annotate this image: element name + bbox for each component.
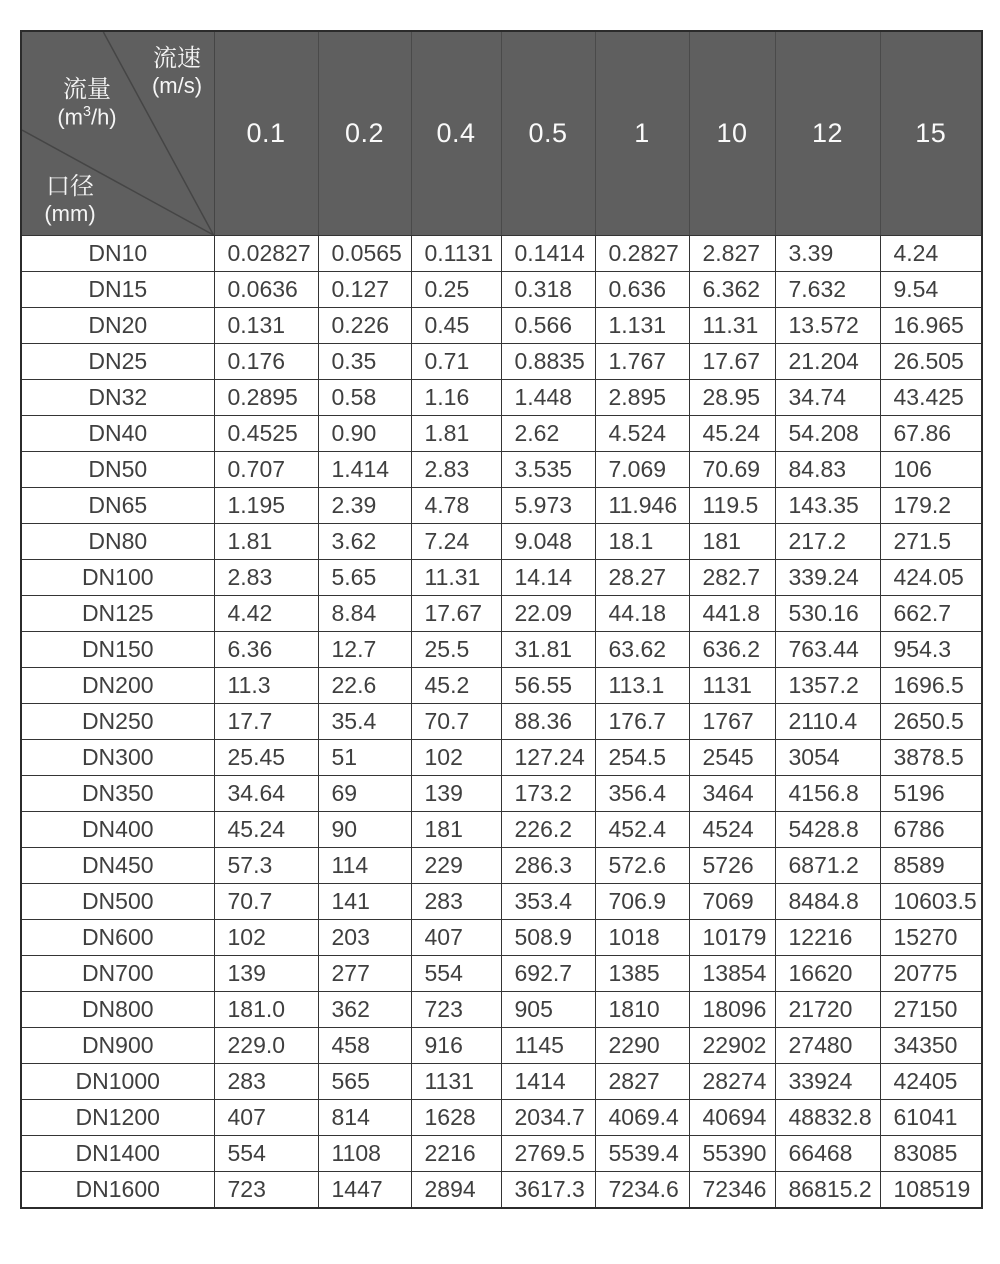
diameter-row-header: DN32 [21,380,214,416]
flow-value-cell: 4524 [689,812,775,848]
flow-value-cell: 814 [318,1100,411,1136]
table-row [21,560,982,596]
flow-value-cell: 139 [411,776,501,812]
flow-value-cell: 45.24 [689,416,775,452]
flow-value-cell: 0.0636 [214,272,318,308]
diameter-row-header: DN65 [21,488,214,524]
flow-value-cell: 2650.5 [880,704,982,740]
flow-value-cell: 0.8835 [501,344,595,380]
table-row [21,740,982,776]
flow-value-cell: 458 [318,1028,411,1064]
table-row [21,524,982,560]
flow-value-cell: 4.524 [595,416,689,452]
flow-value-cell: 2290 [595,1028,689,1064]
flow-value-cell: 554 [214,1136,318,1172]
table-row [21,920,982,956]
table-row [21,776,982,812]
flow-value-cell: 33924 [775,1064,880,1100]
flow-value-cell: 1.414 [318,452,411,488]
flow-value-cell: 0.2827 [595,236,689,272]
flow-value-cell: 0.71 [411,344,501,380]
velocity-unit-text: (m/s) [151,72,203,98]
flow-value-cell: 17.67 [689,344,775,380]
flow-value-cell: 1108 [318,1136,411,1172]
flow-value-cell: 1.131 [595,308,689,344]
table-row [21,956,982,992]
diameter-row-header: DN800 [21,992,214,1028]
flow-value-cell: 2216 [411,1136,501,1172]
flow-value-cell: 1.81 [214,524,318,560]
flow-value-cell: 27150 [880,992,982,1028]
flow-value-cell: 407 [214,1100,318,1136]
flow-unit-text: $(m^3/h)$ [57,103,117,129]
flow-value-cell: 271.5 [880,524,982,560]
flow-value-cell: 54.208 [775,416,880,452]
flow-value-cell: 0.0565 [318,236,411,272]
flow-value-cell: 0.25 [411,272,501,308]
flow-value-cell: 181 [411,812,501,848]
flow-value-cell: 44.18 [595,596,689,632]
flow-value-cell: 13854 [689,956,775,992]
flow-value-cell: 176.7 [595,704,689,740]
flow-value-cell: 86815.2 [775,1172,880,1208]
flow-value-cell: 28274 [689,1064,775,1100]
flow-value-cell: 0.131 [214,308,318,344]
flow-value-cell: 34.74 [775,380,880,416]
flow-value-cell: 4.42 [214,596,318,632]
flow-value-cell: 83085 [880,1136,982,1172]
flow-value-cell: 3.535 [501,452,595,488]
flow-value-cell: 636.2 [689,632,775,668]
flow-value-cell: 229.0 [214,1028,318,1064]
flow-value-cell: 508.9 [501,920,595,956]
table-row [21,452,982,488]
flow-value-cell: 18096 [689,992,775,1028]
flow-value-cell: 0.1414 [501,236,595,272]
flow-value-cell: 2894 [411,1172,501,1208]
flow-value-cell: 2.83 [214,560,318,596]
diameter-row-header: DN25 [21,344,214,380]
flow-value-cell: 43.425 [880,380,982,416]
flow-value-cell: 0.127 [318,272,411,308]
flow-value-cell: 2.83 [411,452,501,488]
table-row [21,380,982,416]
flow-value-cell: 0.90 [318,416,411,452]
flow-value-cell: 17.67 [411,596,501,632]
table-row [21,1064,982,1100]
flow-value-cell: 173.2 [501,776,595,812]
flow-value-cell: 1.81 [411,416,501,452]
flow-value-cell: 35.4 [318,704,411,740]
flow-value-cell: 4.78 [411,488,501,524]
flow-value-cell: 72346 [689,1172,775,1208]
flow-value-cell: 5.65 [318,560,411,596]
table-row [21,704,982,740]
table-row [21,344,982,380]
flow-value-cell: 954.3 [880,632,982,668]
flow-value-cell: 16620 [775,956,880,992]
flow-value-cell: 11.3 [214,668,318,704]
flow-value-cell: 9.048 [501,524,595,560]
flow-value-cell: 0.45 [411,308,501,344]
flow-value-cell: 106 [880,452,982,488]
flow-value-cell: 8484.8 [775,884,880,920]
flow-value-cell: 217.2 [775,524,880,560]
flow-value-cell: 63.62 [595,632,689,668]
flow-value-cell: 4069.4 [595,1100,689,1136]
flow-value-cell: 0.707 [214,452,318,488]
flow-value-cell: 139 [214,956,318,992]
flow-value-cell: 282.7 [689,560,775,596]
table-row [21,308,982,344]
flow-value-cell: 70.7 [214,884,318,920]
flow-value-cell: 21.204 [775,344,880,380]
diameter-axis-label [28,173,112,226]
flow-value-cell: 2.827 [689,236,775,272]
flow-value-cell: 2110.4 [775,704,880,740]
flow-value-cell: 7069 [689,884,775,920]
diameter-row-header: DN40 [21,416,214,452]
flow-value-cell: 12216 [775,920,880,956]
flow-value-cell: 3464 [689,776,775,812]
flow-value-cell: 22902 [689,1028,775,1064]
table-row [21,1136,982,1172]
flow-value-cell: 88.36 [501,704,595,740]
flow-value-cell: 530.16 [775,596,880,632]
flow-value-cell: 763.44 [775,632,880,668]
table-row [21,668,982,704]
flow-value-cell: 0.1131 [411,236,501,272]
flow-value-cell: 0.35 [318,344,411,380]
flow-value-cell: 226.2 [501,812,595,848]
flow-value-cell: 283 [411,884,501,920]
flow-value-cell: 339.24 [775,560,880,596]
flow-value-cell: 1.16 [411,380,501,416]
flow-value-cell: 662.7 [880,596,982,632]
flow-value-cell: 20775 [880,956,982,992]
flow-value-cell: 1.448 [501,380,595,416]
flow-value-cell: 353.4 [501,884,595,920]
flow-value-cell: 14.14 [501,560,595,596]
flow-value-cell: 45.24 [214,812,318,848]
flow-value-cell: 0.318 [501,272,595,308]
diameter-row-header: DN200 [21,668,214,704]
flow-value-cell: 34.64 [214,776,318,812]
flow-value-cell: 3617.3 [501,1172,595,1208]
diameter-row-header: DN350 [21,776,214,812]
flow-value-cell: 2034.7 [501,1100,595,1136]
flow-value-cell: 1131 [689,668,775,704]
flow-value-cell: 565 [318,1064,411,1100]
table-row [21,632,982,668]
flow-value-cell: 45.2 [411,668,501,704]
flow-value-cell: 0.636 [595,272,689,308]
flow-value-cell: 203 [318,920,411,956]
flow-value-cell: 10179 [689,920,775,956]
table-row [21,1172,982,1208]
flow-value-cell: 22.6 [318,668,411,704]
velocity-column-header: 12 [775,31,880,236]
flow-value-cell: 7.24 [411,524,501,560]
diameter-row-header: DN1400 [21,1136,214,1172]
flow-value-cell: 27480 [775,1028,880,1064]
table-row [21,992,982,1028]
flow-value-cell: 6.362 [689,272,775,308]
flow-value-cell: 141 [318,884,411,920]
flow-value-cell: 1447 [318,1172,411,1208]
flow-value-cell: 113.1 [595,668,689,704]
flow-value-cell: 181 [689,524,775,560]
velocity-column-header: 1 [595,31,689,236]
flow-value-cell: 424.05 [880,560,982,596]
flow-value-cell: 48832.8 [775,1100,880,1136]
diameter-row-header: DN400 [21,812,214,848]
flow-value-cell: 1385 [595,956,689,992]
diameter-row-header: DN100 [21,560,214,596]
velocity-column-header: 0.2 [318,31,411,236]
flow-rate-table-container [20,30,981,1209]
flow-value-cell: 362 [318,992,411,1028]
diameter-row-header: DN300 [21,740,214,776]
flow-value-cell: 1.767 [595,344,689,380]
flow-value-cell: 286.3 [501,848,595,884]
flow-value-cell: 42405 [880,1064,982,1100]
diameter-row-header: DN250 [21,704,214,740]
flow-value-cell: 4.24 [880,236,982,272]
flow-value-cell: 90 [318,812,411,848]
diameter-row-header: DN700 [21,956,214,992]
flow-value-cell: 108519 [880,1172,982,1208]
flow-value-cell: 51 [318,740,411,776]
flow-value-cell: 40694 [689,1100,775,1136]
flow-value-cell: 2827 [595,1064,689,1100]
flow-value-cell: 0.2895 [214,380,318,416]
flow-value-cell: 181.0 [214,992,318,1028]
diameter-row-header: DN1000 [21,1064,214,1100]
table-row [21,1028,982,1064]
flow-value-cell: 22.09 [501,596,595,632]
flow-value-cell: 69 [318,776,411,812]
flow-value-cell: 13.572 [775,308,880,344]
flow-value-cell: 7.069 [595,452,689,488]
flow-value-cell: 4156.8 [775,776,880,812]
flow-value-cell: 254.5 [595,740,689,776]
table-row [21,596,982,632]
flow-value-cell: 2.39 [318,488,411,524]
flow-value-cell: 28.95 [689,380,775,416]
flow-value-cell: 0.566 [501,308,595,344]
flow-value-cell: 10603.5 [880,884,982,920]
flow-value-cell: 441.8 [689,596,775,632]
table-row [21,848,982,884]
flow-value-cell: 143.35 [775,488,880,524]
flow-value-cell: 5726 [689,848,775,884]
flow-value-cell: 119.5 [689,488,775,524]
table-row [21,416,982,452]
flow-value-cell: 0.02827 [214,236,318,272]
flow-value-cell: 28.27 [595,560,689,596]
flow-value-cell: 905 [501,992,595,1028]
flow-value-cell: 67.86 [880,416,982,452]
flow-value-cell: 9.54 [880,272,982,308]
header-row [21,31,982,236]
flow-value-cell: 5196 [880,776,982,812]
velocity-column-header: 10 [689,31,775,236]
flow-value-cell: 1767 [689,704,775,740]
flow-value-cell: 25.45 [214,740,318,776]
diameter-row-header: DN1200 [21,1100,214,1136]
flow-value-cell: 277 [318,956,411,992]
diameter-row-header: DN450 [21,848,214,884]
flow-value-cell: 283 [214,1064,318,1100]
flow-value-cell: 452.4 [595,812,689,848]
flow-value-cell: 70.7 [411,704,501,740]
flow-value-cell: 15270 [880,920,982,956]
flow-value-cell: 2545 [689,740,775,776]
flow-value-cell: 3878.5 [880,740,982,776]
table-row [21,236,982,272]
flow-value-cell: 12.7 [318,632,411,668]
table-row [21,812,982,848]
flow-value-cell: 26.505 [880,344,982,380]
flow-value-cell: 66468 [775,1136,880,1172]
flow-value-cell: 572.6 [595,848,689,884]
flow-rate-table [20,30,983,1209]
flow-value-cell: 723 [411,992,501,1028]
flow-value-cell: 3054 [775,740,880,776]
flow-value-cell: 3.39 [775,236,880,272]
flow-value-cell: 1145 [501,1028,595,1064]
flow-value-cell: 1810 [595,992,689,1028]
flow-value-cell: 21720 [775,992,880,1028]
diameter-row-header: DN600 [21,920,214,956]
flow-value-cell: 57.3 [214,848,318,884]
velocity-axis-label [135,45,219,98]
flow-value-cell: 11.31 [411,560,501,596]
velocity-column-header: 0.1 [214,31,318,236]
flow-value-cell: 723 [214,1172,318,1208]
table-row [21,272,982,308]
flow-value-cell: 5539.4 [595,1136,689,1172]
flow-value-cell: 356.4 [595,776,689,812]
diameter-label-text: 口径 [46,173,94,201]
flow-value-cell: 8589 [880,848,982,884]
diameter-row-header: DN125 [21,596,214,632]
flow-value-cell: 61041 [880,1100,982,1136]
flow-value-cell: 70.69 [689,452,775,488]
flow-value-cell: 554 [411,956,501,992]
diameter-row-header: DN20 [21,308,214,344]
diameter-row-header: DN80 [21,524,214,560]
flow-value-cell: 229 [411,848,501,884]
flow-value-cell: 127.24 [501,740,595,776]
flow-value-cell: 916 [411,1028,501,1064]
flow-value-cell: 706.9 [595,884,689,920]
flow-value-cell: 7.632 [775,272,880,308]
flow-value-cell: 1.195 [214,488,318,524]
flow-label-text: 流量 [63,76,111,103]
flow-value-cell: 0.226 [318,308,411,344]
flow-value-cell: 2.62 [501,416,595,452]
flow-value-cell: 7234.6 [595,1172,689,1208]
diameter-row-header: DN15 [21,272,214,308]
flow-value-cell: 2769.5 [501,1136,595,1172]
diameter-row-header: DN500 [21,884,214,920]
flow-value-cell: 25.5 [411,632,501,668]
flow-value-cell: 1018 [595,920,689,956]
table-row [21,488,982,524]
flow-value-cell: 2.895 [595,380,689,416]
flow-value-cell: 102 [411,740,501,776]
flow-value-cell: 1414 [501,1064,595,1100]
flow-value-cell: 6786 [880,812,982,848]
diameter-row-header: DN150 [21,632,214,668]
flow-value-cell: 0.4525 [214,416,318,452]
table-row [21,884,982,920]
flow-value-cell: 55390 [689,1136,775,1172]
flow-value-cell: 11.31 [689,308,775,344]
velocity-column-header: 0.4 [411,31,501,236]
table-row [21,1100,982,1136]
flow-value-cell: 102 [214,920,318,956]
flow-value-cell: 18.1 [595,524,689,560]
flow-value-cell: 3.62 [318,524,411,560]
flow-value-cell: 84.83 [775,452,880,488]
flow-value-cell: 8.84 [318,596,411,632]
flow-value-cell: 6.36 [214,632,318,668]
velocity-column-header: 15 [880,31,982,236]
diameter-row-header: DN1600 [21,1172,214,1208]
flow-value-cell: 692.7 [501,956,595,992]
diameter-row-header: DN900 [21,1028,214,1064]
velocity-column-header: 0.5 [501,31,595,236]
flow-value-cell: 17.7 [214,704,318,740]
flow-value-cell: 11.946 [595,488,689,524]
flow-value-cell: 34350 [880,1028,982,1064]
flow-value-cell: 1628 [411,1100,501,1136]
flow-value-cell: 1357.2 [775,668,880,704]
flow-axis-label [40,76,134,129]
diameter-row-header: DN50 [21,452,214,488]
flow-value-cell: 0.58 [318,380,411,416]
flow-value-cell: 114 [318,848,411,884]
flow-value-cell: 407 [411,920,501,956]
corner-header-cell [21,31,214,236]
flow-value-cell: 31.81 [501,632,595,668]
flow-value-cell: 16.965 [880,308,982,344]
flow-value-cell: 1131 [411,1064,501,1100]
flow-value-cell: 179.2 [880,488,982,524]
flow-value-cell: 5428.8 [775,812,880,848]
velocity-label-text: 流速 [153,45,201,72]
diameter-row-header: DN10 [21,236,214,272]
diameter-unit-text: (mm) [44,200,96,226]
flow-value-cell: 56.55 [501,668,595,704]
flow-value-cell: 6871.2 [775,848,880,884]
flow-value-cell: 5.973 [501,488,595,524]
flow-value-cell: 0.176 [214,344,318,380]
flow-value-cell: 1696.5 [880,668,982,704]
